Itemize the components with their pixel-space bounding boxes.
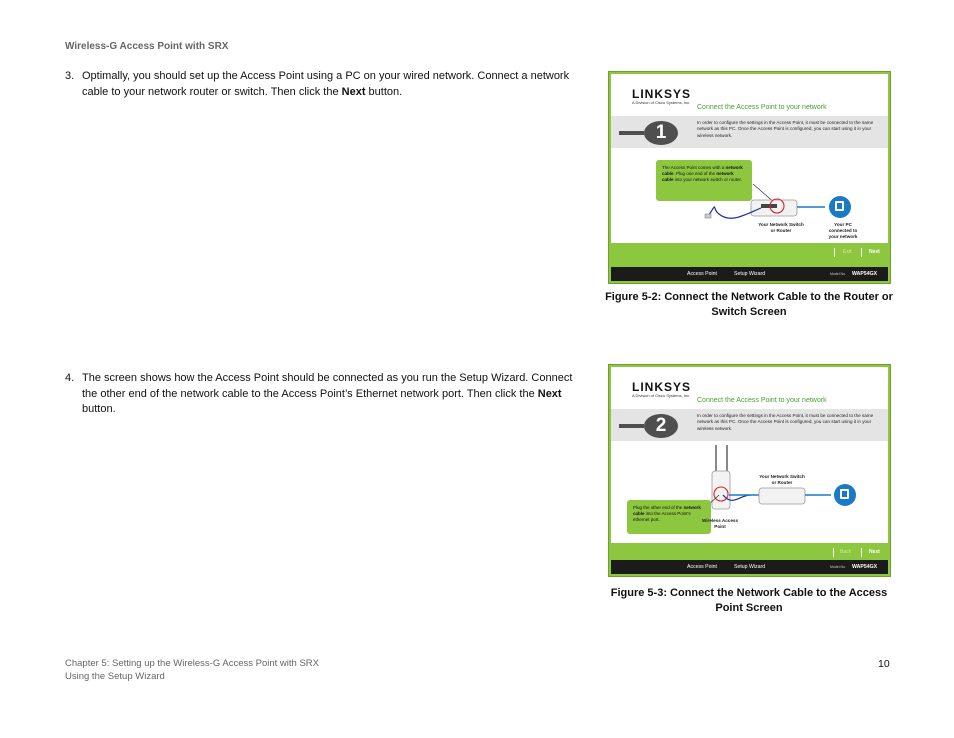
- page-footer: [65, 657, 319, 683]
- linksys-logo: LINKSYS: [632, 87, 692, 101]
- step-badge: 1: [644, 121, 678, 145]
- footer-section: Using the Setup Wizard: [65, 671, 165, 682]
- bottom-bar: [611, 267, 888, 281]
- router-device-icon: [759, 488, 805, 504]
- wizard-label: Setup Wizard: [734, 271, 766, 277]
- model-label: Model No.: [830, 565, 846, 569]
- logo-subtitle: A Division of Cisco Systems, Inc.: [632, 393, 691, 398]
- next-button[interactable]: Next: [869, 249, 880, 255]
- step-number: 3.: [65, 70, 75, 82]
- figure-5-2-screenshot: [608, 71, 891, 284]
- figure-5-2-caption: Figure 5-2: Connect the Network Cable to the Router or Switch Screen: [605, 291, 893, 318]
- pc-screen-inner: [837, 203, 842, 209]
- step-number: 4.: [65, 372, 75, 384]
- pc-label: Your PC connected to your network: [828, 222, 858, 239]
- model-name: WAP54GX: [852, 271, 878, 277]
- callout-box: The Access Point comes with a network cable. Plug one end of the network cable into your network switch or router.: [656, 160, 752, 201]
- footer-chapter: Chapter 5: Setting up the Wireless-G Access Point with SRX: [65, 658, 319, 669]
- logo-subtitle: A Division of Cisco Systems, Inc.: [632, 100, 691, 105]
- wizard-label: Setup Wizard: [734, 564, 766, 570]
- model-name: WAP54GX: [852, 564, 878, 570]
- wizard-nav-bar: [611, 243, 888, 269]
- screen-title: Connect the Access Point to your network: [697, 397, 827, 404]
- product-label: Access Point: [687, 564, 717, 570]
- callout-box: Plug the other end of the network cable into the Access Point's ethernet port.: [627, 500, 711, 534]
- switch-label: Your Network Switch or Router: [758, 222, 804, 233]
- router-ports: [761, 204, 777, 208]
- screen-description: In order to configure the settings in the Access Point, it must be connected to the same network as this PC. Once the Access Point is configured, you can start using it in your wireless network.: [697, 120, 874, 138]
- access-point-label: Wireless Access Point: [701, 518, 739, 529]
- figure-5-3-caption: Figure 5-3: Connect the Network Cable to the Access Point Screen: [610, 587, 888, 614]
- running-header: Wireless-G Access Point with SRX: [65, 41, 229, 52]
- exit-button[interactable]: Exit: [843, 249, 852, 255]
- switch-label: Your Network Switch or Router: [759, 474, 805, 485]
- model-label: Model No.: [830, 272, 846, 276]
- screen-description: In order to configure the settings in the Access Point, it must be connected to the same network as this PC. Once the Access Point is configured, you can start using it in your wireless network.: [697, 413, 874, 431]
- step-text: Optimally, you should set up the Access Point using a PC on your wired network. Connect a network cable to your network router or switch. Then click the Next button.: [82, 70, 570, 98]
- screen-title: Connect the Access Point to your network: [697, 104, 827, 111]
- back-button[interactable]: Back: [840, 549, 852, 555]
- next-button[interactable]: Next: [869, 549, 880, 555]
- step-text: The screen shows how the Access Point should be connected as you run the Setup Wizard. Connect the other end of the network cable to the Access Point’s Ethernet network port. Then click the Next button.: [82, 372, 573, 415]
- product-label: Access Point: [687, 271, 717, 277]
- pc-screen-inner: [842, 491, 847, 497]
- bottom-bar: [611, 560, 888, 574]
- page-number: 10: [878, 658, 890, 670]
- cable-plug-icon: [705, 214, 711, 218]
- linksys-logo: LINKSYS: [632, 380, 692, 394]
- figure-5-3-screenshot: [608, 364, 891, 577]
- step-3: [65, 69, 590, 100]
- step-badge: 2: [644, 414, 678, 438]
- step-4: [65, 371, 590, 418]
